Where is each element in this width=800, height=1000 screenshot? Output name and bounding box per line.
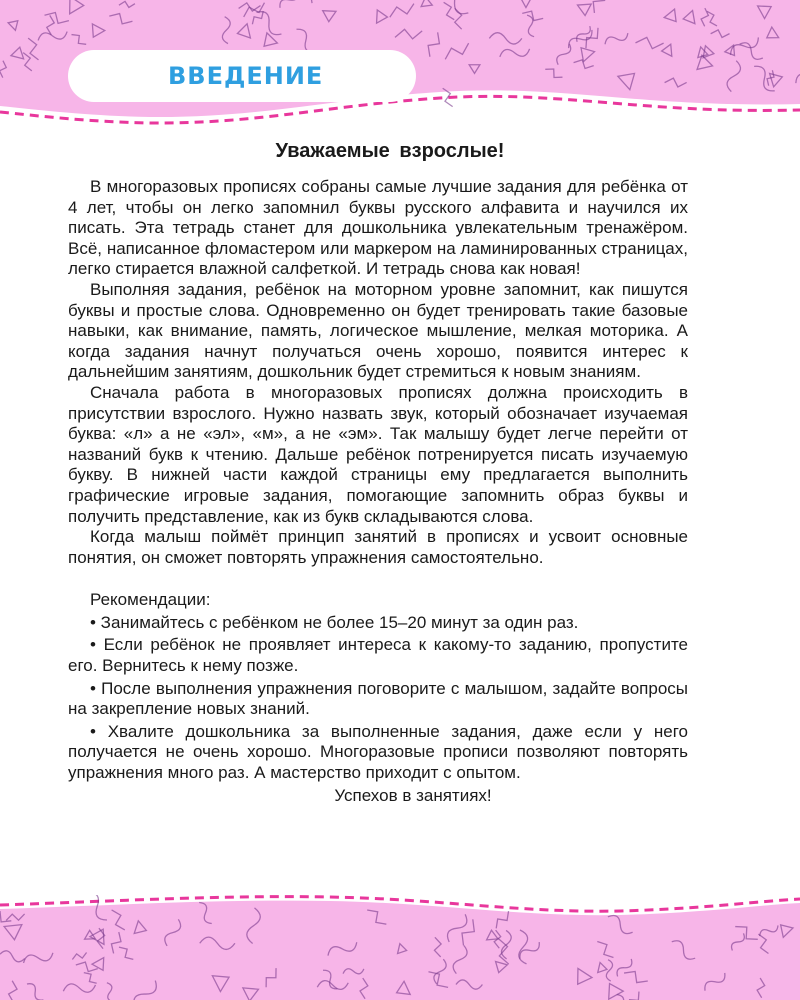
bottom-decorative-band — [0, 895, 800, 1000]
paragraph: Когда малыш поймёт принцип занятий в прописях и усвоит основные понятия, он сможет повторять упражнения самостоятельно. — [68, 527, 688, 567]
section-title: ВВЕДЕНИЕ — [168, 62, 324, 90]
recommendation-item: • Хвалите дошкольника за выполненные задания, даже если у него получается не очень хорошо. Многоразовые прописи позволяют повторять упражнения много раз. А мастерство приходит с опытом. — [68, 721, 688, 783]
closing-text: Успехов в занятиях! — [334, 785, 492, 805]
recommendations-title: Рекомендации: — [90, 590, 211, 610]
paragraph: В многоразовых прописях собраны самые лучшие задания для ребёнка от 4 лет, чтобы он легко запомнил буквы русского алфавита и научился их писать. Эта тетрадь станет для дошкольника увлекательным тренажёром. Всё, написанное фломастером или маркером на ламинированных страницах, легко стирается влажной салфеткой. И тетрадь снова как новая! — [68, 177, 688, 279]
main-content — [68, 140, 688, 806]
bottom-band-graphic — [0, 895, 800, 1000]
page-heading: Уважаемые взрослые! — [275, 140, 505, 162]
recommendation-item: • После выполнения упражнения поговорите с малышом, задайте вопросы на закрепление новых знаний. — [68, 678, 688, 719]
top-decorative-band — [0, 0, 800, 140]
paragraph: Выполняя задания, ребёнок на моторном уровне запомнит, как пишутся буквы и простые слова. Одновременно он будет тренировать такие базовые навыки, как внимание, память, логическое мышление, мелкая моторика. А когда задания начнут получаться очень хорошо, появится интерес к дальнейшим занятиям, дошкольник будет стремиться к новым знаниям. — [68, 279, 688, 382]
paragraph: Сначала работа в многоразовых прописях должна происходить в присутствии взрослого. Нужно назвать звук, который обозначает изучаемая буква: «л» а не «эл», «м», а не «эм». Так малышу будет легче перейти от названий букв к чтению. Дальше ребёнок потренируется писать изучаемую букву. В нижней части каждой страницы ему предлагается выполнить графические игровые задания, помогающие запомнить образ буквы и получить представление, как из букв складываются слова. — [68, 382, 688, 526]
recommendation-item: • Занимайтесь с ребёнком не более 15–20 минут за один раз. — [90, 612, 579, 632]
section-title-pill — [68, 50, 416, 102]
recommendation-item: • Если ребёнок не проявляет интереса к какому-то заданию, пропустите его. Вернитесь к нему позже. — [68, 635, 688, 676]
